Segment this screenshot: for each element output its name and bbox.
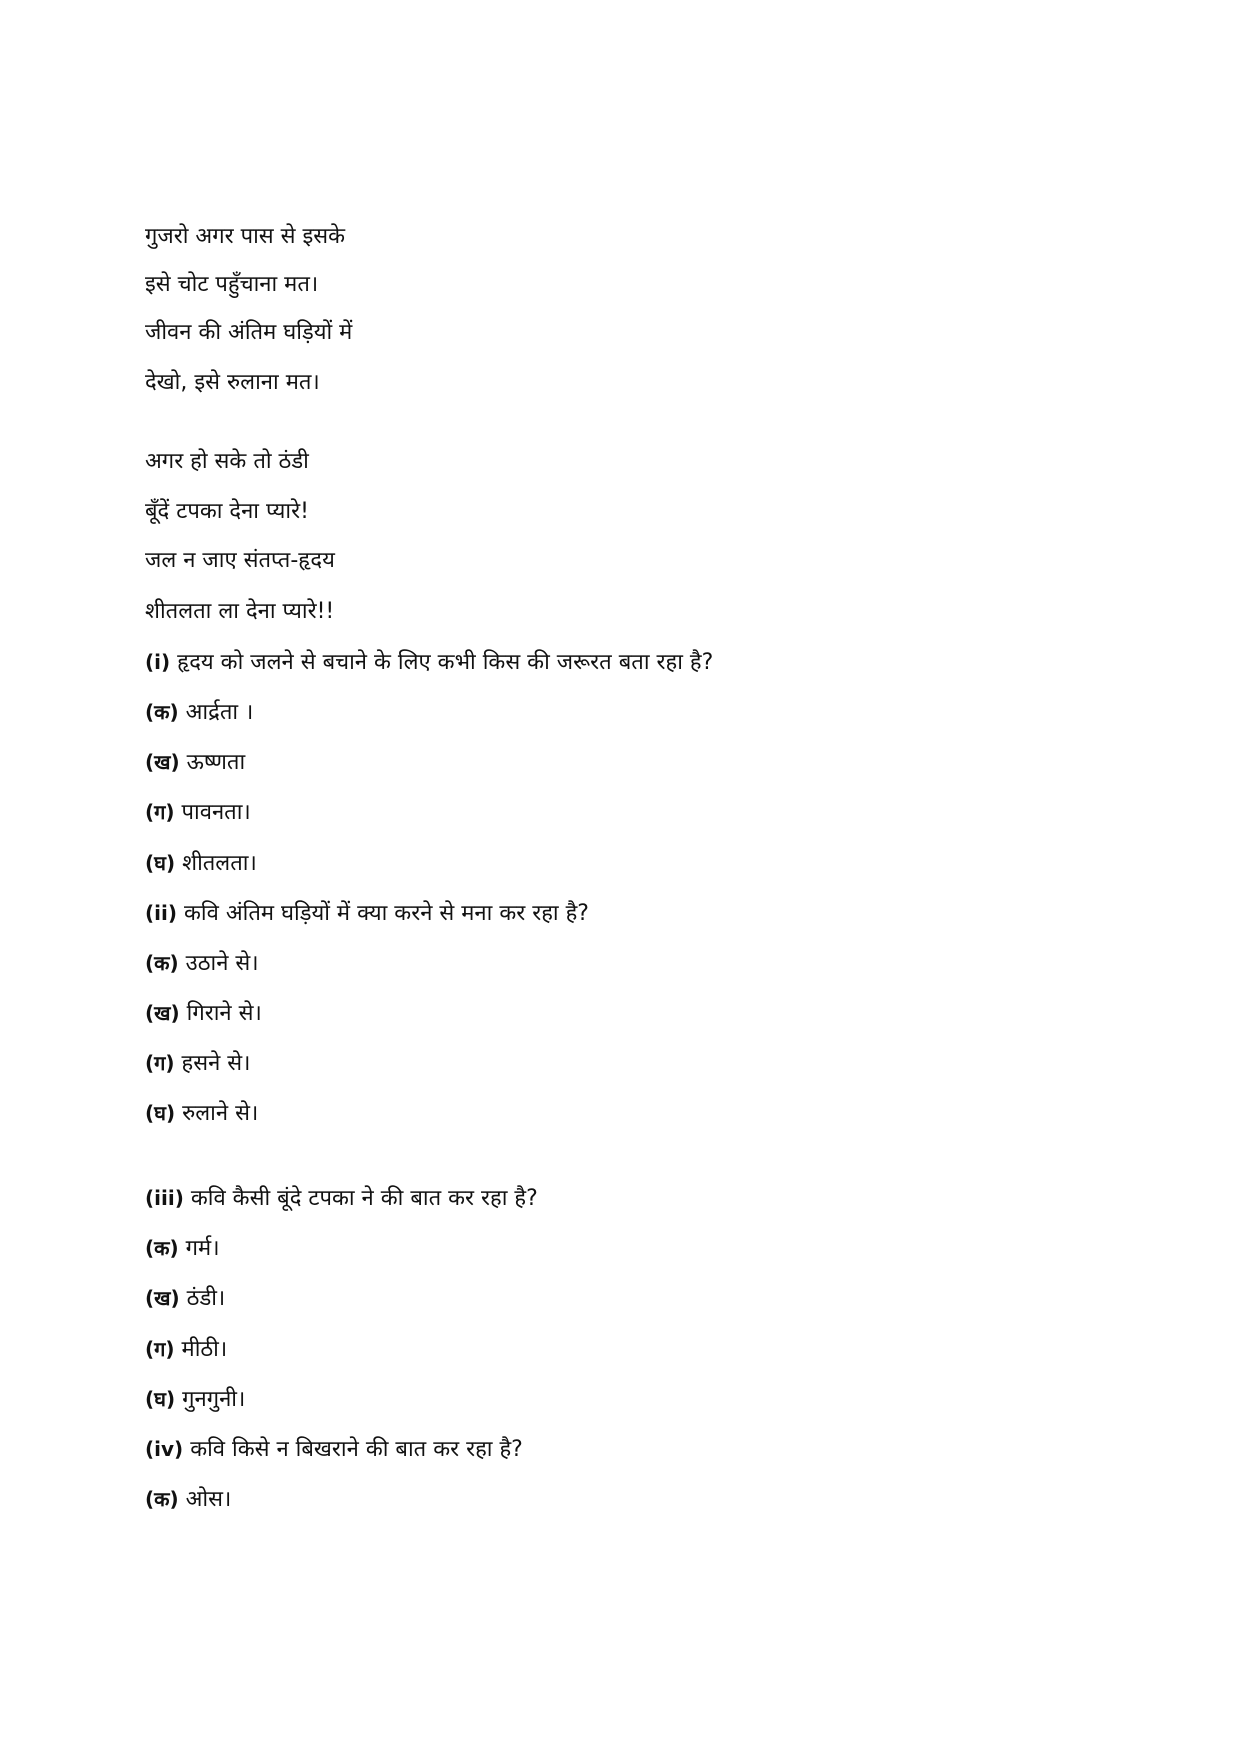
option-text: मीठी।	[181, 1337, 228, 1362]
option-label: (ग)	[145, 1051, 175, 1075]
option-text: आर्द्रता ।	[185, 700, 254, 725]
option-text: पावनता।	[181, 800, 251, 825]
option	[145, 1334, 227, 1365]
question-text: हृदय को जलने से बचाने के लिए कभी किस की जरूरत बता रहा है?	[177, 650, 714, 675]
question-text: कवि अंतिम घड़ियों में क्या करने से मना कर रहा है?	[184, 901, 589, 926]
option	[145, 848, 257, 879]
question-number: (i)	[145, 650, 171, 674]
poem-line: जीवन की अंतिम घड़ियों में	[145, 320, 353, 345]
option	[145, 1048, 251, 1079]
poem-line: जल न जाए संतप्त-हृदय	[145, 548, 335, 573]
option-text: ऊष्णता	[186, 750, 246, 775]
question-4	[145, 1434, 523, 1465]
option-text: गर्म।	[185, 1236, 220, 1261]
option-label: (ख)	[145, 1001, 180, 1025]
option	[145, 1098, 258, 1129]
option	[145, 697, 253, 728]
option	[145, 797, 251, 828]
option-label: (क)	[145, 1236, 179, 1260]
option-text: शीतलता।	[182, 851, 257, 876]
poem-line: देखो, इसे रुलाना मत।	[145, 370, 320, 395]
question-number: (iv)	[145, 1437, 184, 1461]
poem-line: शीतलता ला देना प्यारे!!	[145, 599, 335, 624]
option	[145, 1233, 220, 1264]
option-text: ठंडी।	[186, 1286, 226, 1311]
option	[145, 747, 245, 778]
option-text: गिराने से।	[186, 1001, 262, 1026]
poem-line: गुजरो अगर पास से इसके	[145, 224, 346, 249]
option-label: (घ)	[145, 1101, 176, 1125]
question-2	[145, 898, 589, 929]
option	[145, 1283, 225, 1314]
option-text: गुनगुनी।	[182, 1387, 246, 1412]
option	[145, 1484, 231, 1515]
option-label: (ख)	[145, 1286, 180, 1310]
question-3	[145, 1183, 538, 1214]
option	[145, 948, 259, 979]
option-label: (घ)	[145, 1387, 176, 1411]
option-label: (क)	[145, 700, 179, 724]
option-text: उठाने से।	[185, 951, 259, 976]
option	[145, 998, 262, 1029]
option-label: (क)	[145, 951, 179, 975]
question-text: कवि किसे न बिखराने की बात कर रहा है?	[190, 1437, 523, 1462]
option-label: (क)	[145, 1487, 179, 1511]
option-label: (घ)	[145, 851, 176, 875]
option	[145, 1384, 245, 1415]
option-text: हसने से।	[181, 1051, 251, 1076]
question-number: (iii)	[145, 1186, 184, 1210]
option-text: रुलाने से।	[182, 1101, 259, 1126]
question-number: (ii)	[145, 901, 177, 925]
poem-line: इसे चोट पहुँचाना मत।	[145, 272, 319, 297]
question-text: कवि कैसी बूंदे टपका ने की बात कर रहा है?	[190, 1186, 538, 1211]
poem-line: अगर हो सके तो ठंडी	[145, 449, 309, 474]
option-text: ओस।	[185, 1487, 232, 1512]
option-label: (ख)	[145, 750, 180, 774]
option-label: (ग)	[145, 1337, 175, 1361]
poem-line: बूँदें टपका देना प्यारे!	[145, 499, 309, 524]
option-label: (ग)	[145, 800, 175, 824]
question-1	[145, 647, 713, 678]
